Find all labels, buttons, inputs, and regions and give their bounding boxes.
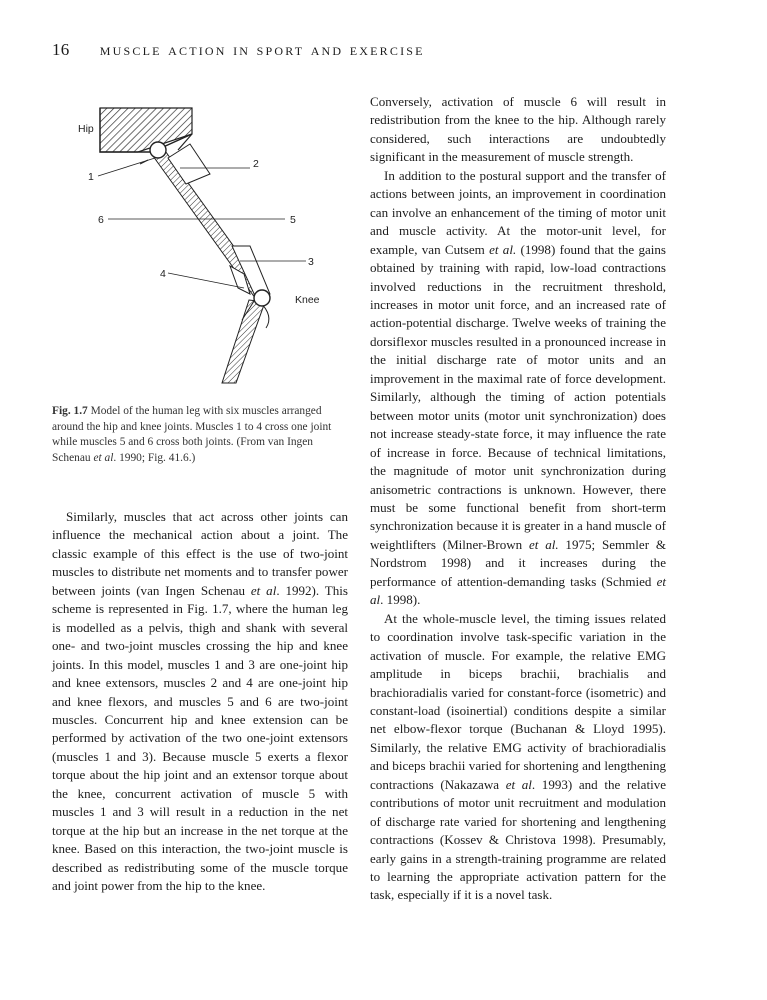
page-number: 16 (52, 40, 70, 59)
label-muscle-6: 6 (98, 214, 104, 226)
text-run: . 1998). (380, 592, 421, 608)
text-run: In addition to the postural support and the transfer of actions between joints, an improvement in coordination can involve an enhancement of the timing of motor unit and muscle activity. At the motor-unit level, for example, van Cutsem (370, 167, 666, 257)
text-run: At the whole-muscle level, the timing issues related to coordination involve task-specific variation in the activation of muscle. For example, the relative EMG amplitude in biceps brachii, brachialis and brachioradialis varied for constant-force (isometric) and constant-load (isoinertial) conditions despite a similar net elbow-flexor torque (Buchanan & Lloyd 1995). Similarly, the relative EMG activity of brachioradialis and biceps brachii varied for shortening and lengthening contractions (Nakazawa (370, 610, 666, 792)
right-column (370, 93, 666, 905)
label-knee: Knee (295, 294, 320, 306)
running-head (52, 40, 425, 60)
text-run-italic: et al (250, 582, 277, 598)
left-column (52, 508, 348, 896)
text-run-italic: et al. (529, 536, 559, 552)
paragraph (52, 508, 348, 896)
figure-leg-model (60, 98, 320, 393)
paragraph (370, 167, 666, 610)
label-muscle-5: 5 (290, 214, 296, 226)
label-muscle-4: 4 (160, 268, 166, 280)
caption-label: Fig. 1.7 (52, 405, 88, 417)
text-run: Similarly, muscles that act across other joints can influence the mechanical action about a joint. The classic example of this effect is the use of two-joint muscles to distribute net moments and to transfer power between joints (van Ingen Schenau (52, 509, 348, 598)
knee-joint (254, 290, 270, 306)
text-run: (1998) found that the gains obtained by training with rapid, low-load contractions involved reductions in the recruitment threshold, increases in motor unit force, and an increased rate of action-potential discharge. Twelve weeks of training the dorsiflexor muscles resulted in a pronounced increase in the initial discharge rate of motor units and an improvement in the maximal rate of force development. Similarly, although the timing of action potentials between motor units (motor unit synchronization) does not increase steady-state force, it may influence the rate of increase in force. Because of technical limitations, the magnitude of motor unit synchronization during anisometric contractions is unknown. However, there must be some functional benefit from short-term synchronization because it is greater in a hand muscle of weightlifters (Milner-Brown (370, 241, 667, 552)
pelvis-shape (100, 108, 192, 152)
shank-shape (222, 300, 265, 383)
text-run: 1975; Semmler & Nordstrom 1998) and it increases during the performance of attention-demanding tasks (Schmied (370, 536, 666, 589)
running-title: muscle action in sport and exercise (99, 40, 425, 59)
hip-joint (150, 142, 166, 158)
text-run-italic: et al (370, 573, 666, 608)
text-run-italic: et al (505, 776, 532, 792)
paragraph (370, 610, 666, 905)
caption-text-b: . 1990; Fig. 41.6.) (113, 451, 196, 464)
text-run: . 1992). This scheme is represented in Fig. 1.7, where the human leg is modelled as a pelvis, thigh and shank with several one- and two-joint muscles crossing the hip and knee joints. In this model, muscles 1 and 3 are one-joint hip and knee extensors, muscles 2 and 4 are one-joint hip and knee flexors, and muscles 5 and 6 are two-joint muscles. Concurrent hip and knee extension can be performed by activation of the two one-joint extensors (muscles 1 and 3). Because muscle 5 exerts a flexor torque about the hip joint and an extensor torque about the knee, concurrent activation of muscle 5 with muscles 1 and 3 will result in a reduction in the net torque at the hip but an increase in the net torque at the knee. Based on this interaction, the two-joint muscle is described as redistributing some of the muscle torque and joint power from the hip to the knee. (52, 582, 348, 894)
label-muscle-2: 2 (253, 158, 259, 170)
caption-text-a: Model of the human leg with six muscles arranged around the hip and knee joints. Muscles 1 to 4 cross one joint while muscles 5 and 6 cross both joints. (From van Ingen Schenau (52, 405, 332, 464)
label-muscle-1: 1 (88, 171, 94, 183)
text-run: . 1993) and the relative contributions of motor unit recruitment and modulation of discharge rate varied for shortening and lengthening contractions (Kossev & Christova 1998). Presumably, early gains in a strength-training programme are related to learning the appropriate activation pattern for the task, especially if it is a novel task. (370, 776, 667, 903)
caption-etal: et al (93, 451, 114, 464)
label-hip: Hip (78, 123, 94, 135)
figure-caption (52, 404, 334, 466)
paragraph: Conversely, activation of muscle 6 will result in redistribution from the knee to the hip. Although rarely considered, such interactions are undoubtedly significant in the measurement of muscle strength. (370, 94, 666, 165)
leg-model-diagram (60, 98, 320, 393)
label-muscle-3: 3 (308, 256, 314, 268)
text-run-italic: et al. (489, 241, 517, 257)
